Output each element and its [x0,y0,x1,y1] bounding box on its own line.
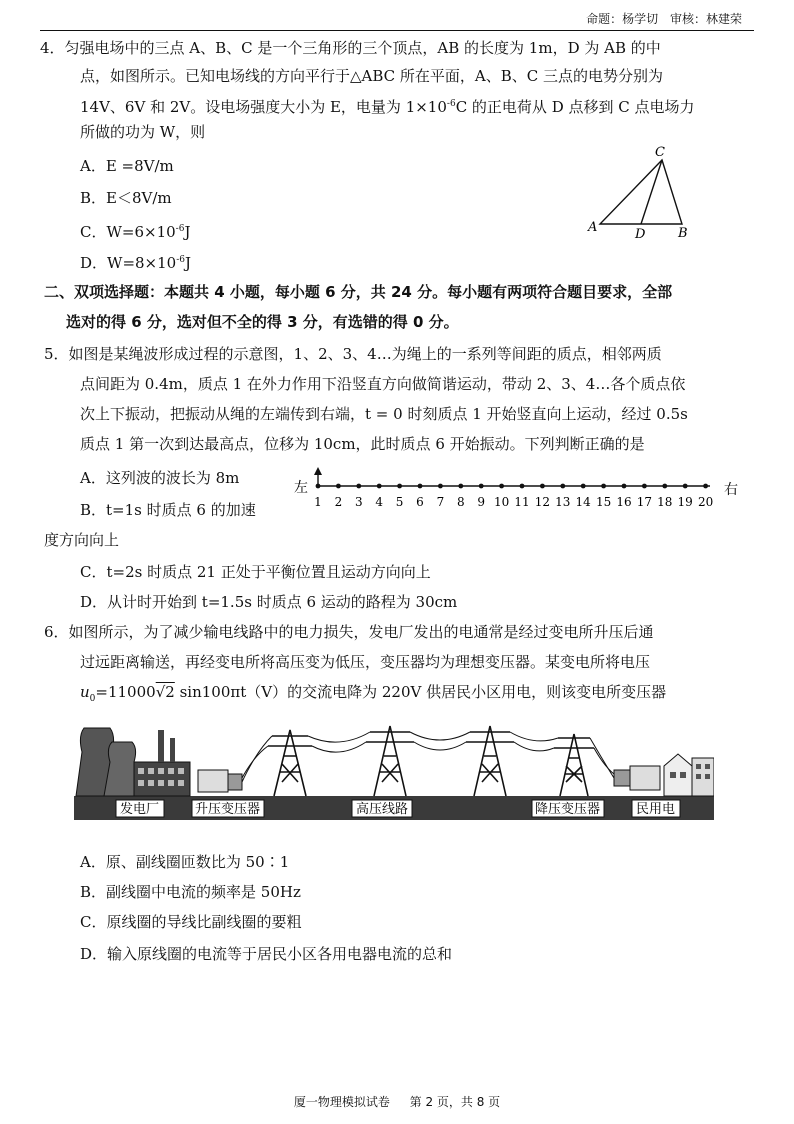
rope-point-12 [540,484,545,489]
house-icon [664,754,692,796]
rope-point-label-6: 6 [416,495,424,509]
label-step-down-transformer: 降压变压器 [535,802,601,817]
q6-option-d: D．输入原线圈的电流等于居民小区各用电器电流的总和 [80,945,453,963]
q5-option-c: C．t=2s 时质点 21 正处于平衡位置且运动方向向上 [80,563,431,581]
chimney-icon-2 [170,738,175,762]
q4-option-c-exp: -6 [175,224,185,234]
author-credit: 命题：杨学切 [586,12,659,26]
q4-option-a: A．E =8V/m [80,157,174,175]
q6-option-a: A．原、副线圈匝数比为 50∶1 [80,853,290,871]
rope-point-label-20: 20 [697,495,714,509]
rope-point-label-13: 13 [555,495,571,509]
q6-option-b: B．副线圈中电流的频率是 50Hz [80,883,301,901]
q6-line-2: 过远距离输送，再经变电所将高压变为低压，变压器均为理想变压器。某变电所将电压 [80,653,651,671]
rope-point-label-4: 4 [375,495,384,509]
q5-option-d: D．从计时开始到 t=1.5s 时质点 6 运动的路程为 30cm [80,593,458,611]
rope-point-label-9: 9 [477,495,486,509]
rope-point-6 [418,484,423,489]
q4-option-c-text: C．W=6×10 [80,223,176,241]
q5-option-a: A．这列波的波长为 8m [80,469,240,487]
segment-cd [641,160,662,224]
rope-point-8 [458,484,463,489]
rope-point-label-5: 5 [395,495,404,509]
rope-point-label-19: 19 [677,495,693,509]
reviewer-credit: 审核：林建荣 [669,12,742,26]
q4-option-d-exp: -6 [176,255,185,265]
step-up-transformer-icon [198,770,228,792]
q4-line-3-a: 14V、6V 和 2V。设电场强度大小为 E，电量为 1×10 [80,98,447,116]
q5-line-4: 质点 1 第一次到达最高点，位移为 10cm，此时质点 6 开始振动。下列判断正确的是 [80,435,645,453]
triangle-abc [600,160,682,224]
point-d-label: D [635,227,646,240]
q5-line-2: 点间距为 0.4m，质点 1 在外力作用下沿竖直方向做简谐运动，带动 2、3、4…各个质点依 [80,375,686,393]
transmission-towers [268,726,594,796]
q4-line-1: 4．匀强电场中的三点 A、B、C 是一个三角形的三个顶点，AB 的长度为 1m，D 为 AB 的中 [40,39,661,57]
rope-point-label-18: 18 [657,495,673,509]
page-header [578,10,742,27]
header-rule [40,30,754,31]
rope-point-label-2: 2 [334,495,343,509]
q4-option-b: B．E＜8V/m [80,189,172,207]
rope-point-label-15: 15 [595,495,612,509]
up-arrow-icon [314,467,322,475]
rope-point-label-1: 1 [314,495,322,509]
power-plant-building [134,762,190,796]
q4-option-c [80,219,190,242]
rope-point-label-16: 16 [616,495,632,509]
rope-point-11 [520,484,525,489]
rope-point-20 [703,484,708,489]
power-transmission-figure [74,716,714,828]
rope-right-label: 右 [724,482,738,498]
q4-option-c-unit: J [184,223,191,241]
q4-line-3-b: C 的正电荷从 D 点移到 C 点电场力 [455,98,695,116]
q5-option-b-1: B．t=1s 时质点 6 的加速 [80,501,256,519]
rope-point-4 [377,484,382,489]
label-residential: 民用电 [636,802,676,817]
rope-point-2 [336,484,341,489]
label-power-plant: 发电厂 [120,802,160,817]
rope-point-19 [683,484,688,489]
rope-diagram [294,466,764,512]
q6-u-subscript: 0 [89,694,96,704]
rope-point-14 [581,484,586,489]
rope-point-13 [560,484,565,489]
q5-line-3: 次上下振动，把振动从绳的左端传到右端，t = 0 时刻质点 1 开始竖直向上运动，经过 0.5s [80,405,688,423]
q5-option-b-2: 度方向向上 [44,531,120,549]
q6-option-c: C．原线圈的导线比副线圈的要粗 [80,913,302,931]
q4-option-d [80,250,191,273]
rope-left-label: 左 [294,480,308,496]
rope-point-10 [499,484,504,489]
q6-sqrt: √2 [155,683,175,701]
rope-point-label-3: 3 [354,495,363,509]
section-2-heading: 二、双项选择题：本题共 4 小题，每小题 6 分，共 24 分。每小题有两项符合题目要求，全部 [44,283,673,301]
section-2-instructions: 选对的得 6 分，选对但不全的得 3 分，有选错的得 0 分。 [66,313,459,331]
q4-option-d-unit: J [185,254,192,272]
q4-line-2: 点，如图所示。已知电场线的方向平行于△ABC 所在平面，A、B、C 三点的电势分别为 [80,67,664,85]
rope-point-label-12: 12 [534,495,551,509]
rope-point-label-14: 14 [575,495,591,509]
q4-line-3-exp: -6 [446,99,456,109]
rope-point-7 [438,484,443,489]
chimney-icon [158,730,164,762]
label-high-voltage-line: 高压线路 [356,802,409,817]
vertex-b-label: B [678,226,688,240]
q6-u-symbol: u [80,683,90,701]
q6-line-1: 6．如图所示，为了减少输电线路中的电力损失，发电厂发出的电通常是经过变电所升压后通 [44,623,654,641]
q6-amplitude: =11000 [95,683,156,701]
footer-page-number: 第 2 页，共 8 页 [409,1095,501,1109]
rope-point-1 [316,484,321,489]
rope-point-label-7: 7 [436,495,445,509]
q4-line-4: 所做的功为 W，则 [80,123,206,141]
page-footer [0,1093,794,1110]
rope-points [314,484,713,509]
q4-option-d-text: D．W=8×10 [80,254,177,272]
rope-point-5 [397,484,402,489]
rope-point-label-8: 8 [456,495,465,509]
rope-point-15 [601,484,606,489]
footer-title: 厦一物理模拟试卷 [293,1095,390,1109]
step-down-transformer-icon [630,766,660,790]
rope-point-17 [642,484,647,489]
rope-point-label-11: 11 [514,495,530,509]
q6-line-3 [80,682,666,709]
vertex-a-label: A [588,220,598,235]
rope-point-16 [622,484,627,489]
rope-point-3 [356,484,361,489]
triangle-figure [580,140,700,240]
power-lines [242,732,614,782]
apartment-icon [692,758,714,796]
vertex-c-label: C [655,145,665,160]
rope-point-label-10: 10 [493,495,510,509]
label-step-up-transformer: 升压变压器 [195,802,261,817]
q5-line-1: 5．如图是某绳波形成过程的示意图，1、2、3、4…为绳上的一系列等间距的质点，相邻两质 [44,345,662,363]
rope-point-18 [662,484,667,489]
q6-line-3-rest: sin100πt（V）的交流电降为 220V 供居民小区用电，则该变电所变压器 [174,683,667,701]
q4-line-3 [80,94,695,117]
rope-point-9 [479,484,484,489]
rope-point-label-17: 17 [636,495,653,509]
